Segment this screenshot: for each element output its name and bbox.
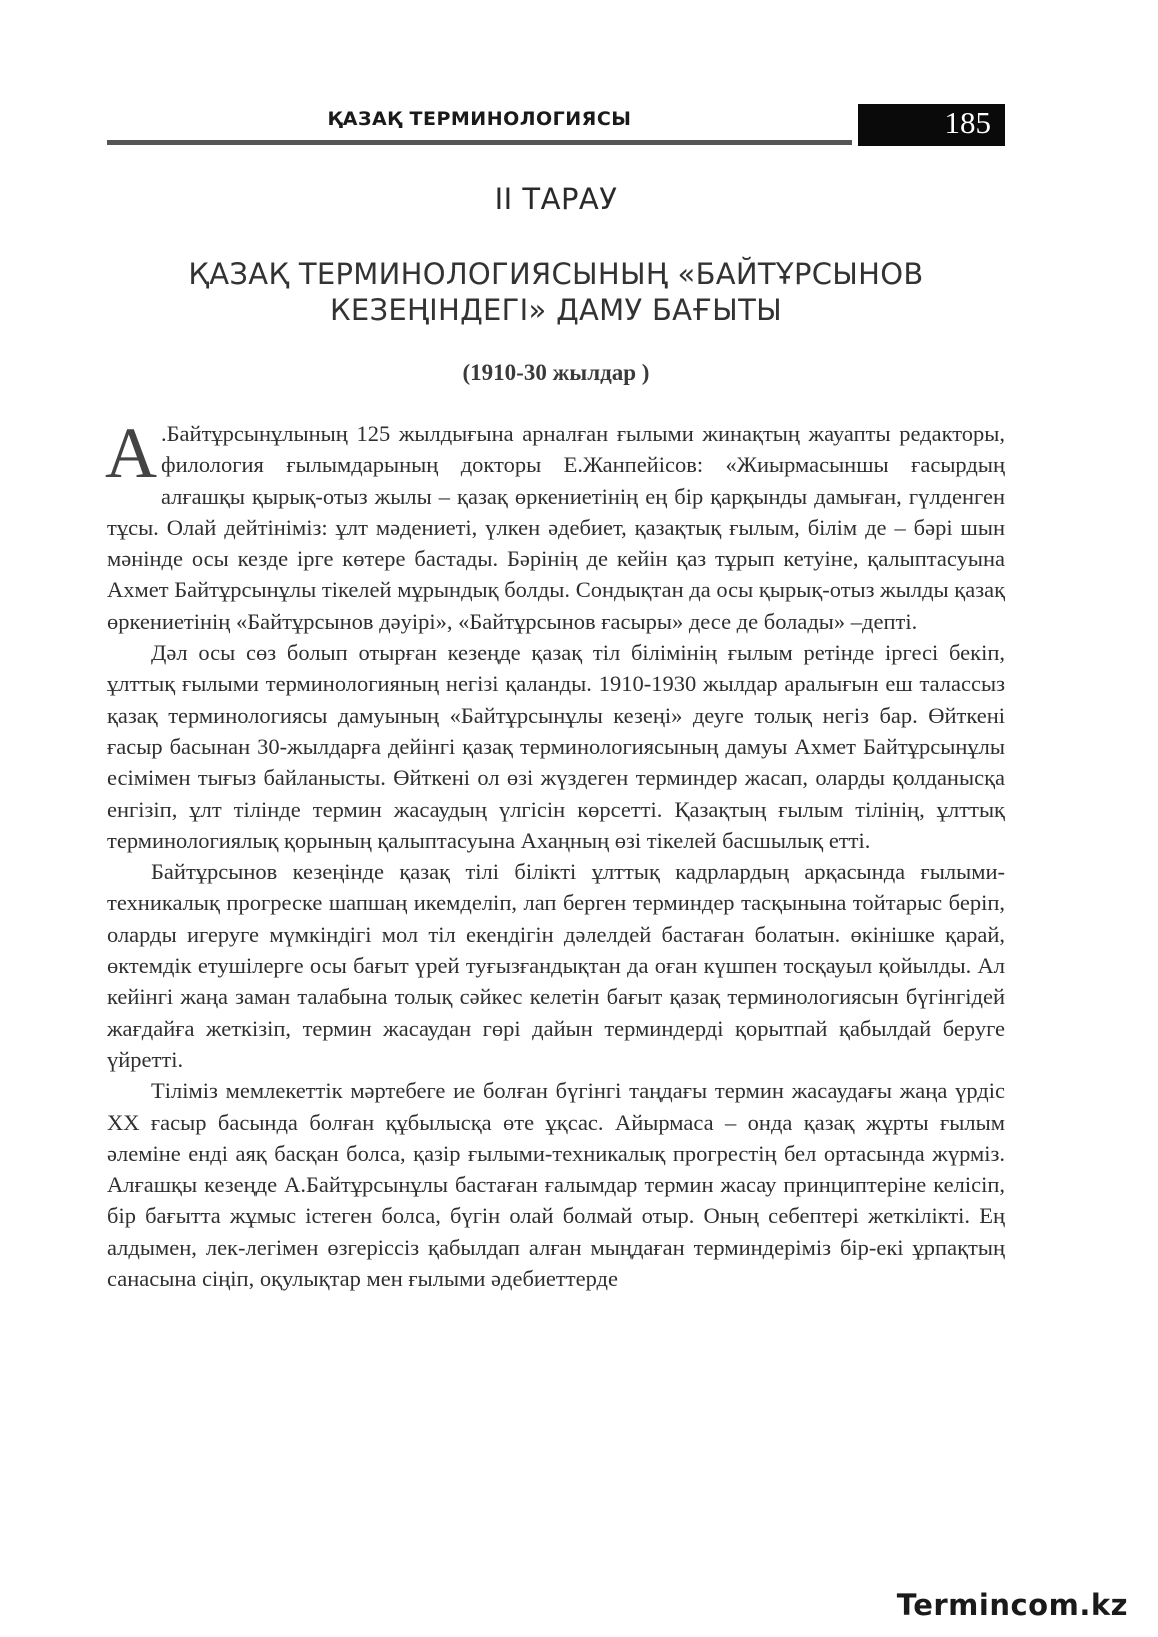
paragraph-4: Тіліміз мемлекеттік мәртебеге ие болған бүгінгі таңдағы термин жасаудағы жаңа үрдіс XX ғасыр басында болған құбылысқа өте ұқсас. Айырмаса – онда қазақ жұрты ғылым әлеміне енді аяқ басқан болса, қазір ғылыми-техникалық прогрестің бел ортасында жүрміз. Алғашқы кезеңде А.Байтұрсынұлы бастаған ғалымдар термин жасау принциптеріне келісіп, бір бағытта жұмыс істеген болса, бүгін олай болмай отыр. Оның себептері жеткілікті. Ең алдымен, лек-легімен өзгеріссіз қабылдап алған мыңдаған терминдеріміз бір-екі ұрпақтың санасына сіңіп, оқулықтар мен ғылыми әдебиеттерде bbox=[107, 1078, 1005, 1292]
header-rule bbox=[107, 140, 852, 145]
page-header bbox=[107, 104, 1005, 146]
page-number: 185 bbox=[944, 105, 991, 140]
chapter-title-line-1: ҚАЗАҚ ТЕРМИНОЛОГИЯСЫНЫҢ «БАЙТҰРСЫНОВ bbox=[188, 257, 924, 291]
paragraph-3: Байтұрсынов кезеңінде қазақ тілі білікті ұлттық кадрлардың арқасында ғылыми-техникалық прогреске шапшаң икемделіп, лап берген терминдер тасқынына тойтарыс беріп, оларды игеруге мүмкіндігі мол тіл екендігін дәлелдей бастаған болатын. өкінішке қарай, өктемдік етушілерге осы бағыт үрей туғызғандықтан да оған күшпен тосқауыл қойылды. Ал кейінгі жаңа заман талабына толық сәйкес келетін бағыт қазақ терминологиясын бүгінгідей жағдайға жеткізіп, термин жасаудан гөрі дайын терминдерді қорытпай қабылдай беруге үйретті. bbox=[107, 859, 1005, 1072]
page-number-box bbox=[858, 104, 1005, 146]
paragraph-1-text: .Байтұрсынұлының 125 жылдығына арналған ғылыми жинақтың жауапты редакторы, филология ғылымдарының докторы Е.Жанпейісов: «Жиырмасыншы ғасырдың алғашқы қырық-отыз жылы – қазақ өркениетінің ең бір қарқынды дамыған, гүлденген тұсы. Олай дейтініміз: ұлт мәдениеті, үлкен әдебиет, қазақтық ғылым, білім де – бәрі шын мәнінде осы кезде ірге көтере бастады. Бәрінің де кейін қаз тұрып кетуіне, қалыптасуына Ахмет Байтұрсынұлы тікелей мұрындық болды. Сондықтан да осы қырық-отыз жылды қазақ өркениетінің «Байтұрсынов дәуірі», «Байтұрсынов ғасыры» десе де болады» –депті. bbox=[107, 421, 1005, 634]
site-watermark: Termincom.kz bbox=[896, 1588, 1128, 1622]
chapter-title bbox=[107, 256, 1005, 328]
running-title: ҚАЗАҚ ТЕРМИНОЛОГИЯСЫ bbox=[327, 108, 632, 130]
body-text bbox=[105, 413, 1005, 1294]
paragraph-1 bbox=[105, 413, 1005, 637]
drop-cap: А bbox=[105, 413, 157, 493]
chapter-label: II ТАРАУ bbox=[494, 182, 618, 216]
chapter-period: (1910-30 жылдар ) bbox=[462, 360, 650, 385]
chapter-title-line-2: КЕЗЕҢІНДЕГІ» ДАМУ БАҒЫТЫ bbox=[330, 293, 782, 327]
paragraph-2: Дәл осы сөз болып отырған кезеңде қазақ тіл білімінің ғылым ретінде іргесі бекіп, ұлттық ғылыми терминологияның негізі қаланды. 1910-1930 жылдар аралығын еш талассыз қазақ терминологиясы дамуының «Байтұрсынұлы кезеңі» деуге толық негіз бар. Өйткені ғасыр басынан 30-жылдарға дейінгі қазақ терминологиясының дамуы Ахмет Байтұрсынұлы есімімен тығыз байланысты. Өйткені ол өзі жүздеген терминдер жасап, оларды қолданысқа енгізіп, ұлт тілінде термин жасаудың үлгісін көрсетті. Қазақтың ғылым тілінің, ұлттық терминологиялық қорының қалыптасуына Ахаңның өзі тікелей басшылық етті. bbox=[107, 640, 1005, 853]
